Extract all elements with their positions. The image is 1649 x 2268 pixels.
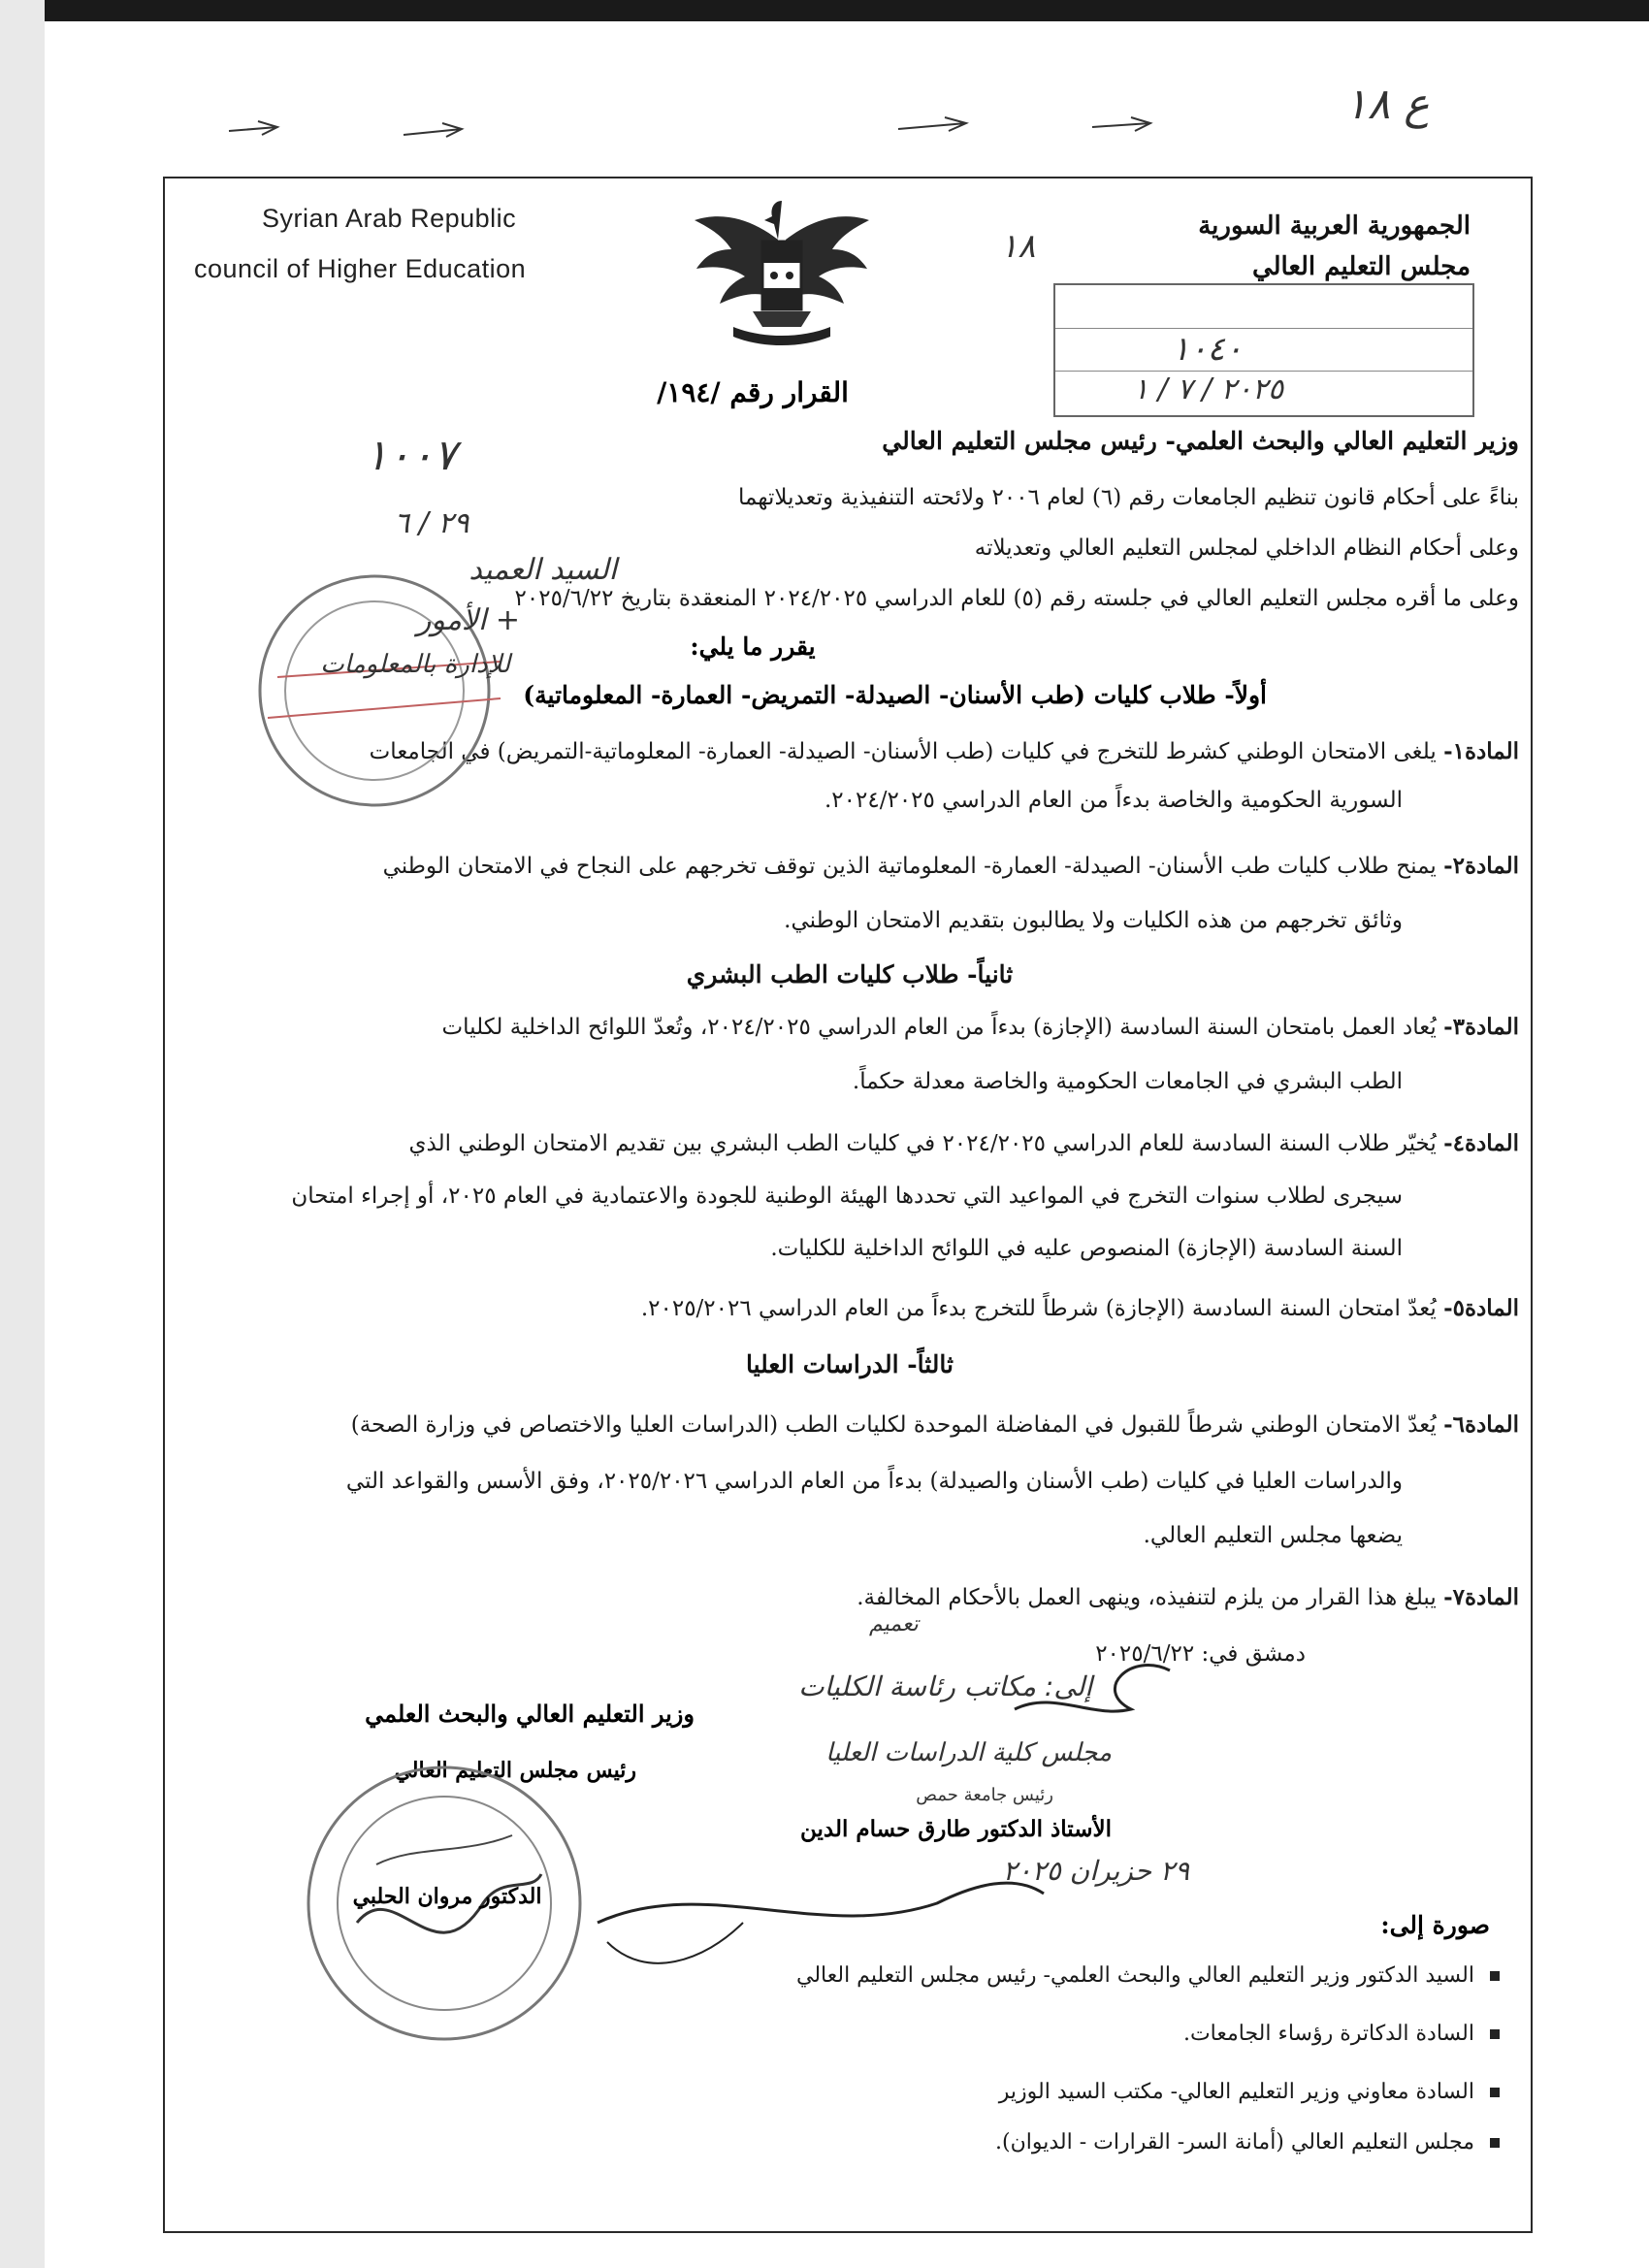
article-label: المادة٥- [1443,1295,1519,1321]
article-text: يبلغ هذا القرار من يلزم لتنفيذه، وينهى العمل بالأحكام المخالفة. [857,1585,1437,1610]
bullet-icon [1490,2088,1500,2097]
article-label: المادة٦- [1443,1411,1519,1438]
copy-item [433,2128,1500,2157]
decides-heading: يقرر ما يلي: [690,632,816,661]
registry-number: ١٠٤٠ [1172,330,1244,369]
article-6 [180,1410,1519,1440]
left-annotation-note: السيد العميد [469,553,617,587]
preamble-line: وعلى ما أقره مجلس التعليم العالي في جلسته رقم (٥) للعام الدراسي ٢٠٢٤/٢٠٢٥ المنعقدة بتاريخ ٢٠٢٥/٦/٢٢ [514,586,1519,611]
article-text: يُخيّر طلاب السنة السادسة للعام الدراسي ٢٠٢٤/٢٠٢٥ في كليات الطب البشري بين تقديم الامتحان الوطني الذي [408,1131,1437,1156]
copies-heading: صورة إلى: [1380,1911,1490,1939]
section-heading: ثالثاً- الدراسات العليا [745,1350,954,1378]
council-title: رئيس مجلس التعليم العالي [394,1758,636,1783]
header-ar-council: مجلس التعليم العالي [1251,252,1471,281]
article-label: المادة١- [1443,738,1519,764]
article-label: المادة٤- [1443,1130,1519,1156]
bullet-icon [1490,2029,1500,2039]
article-text: يُعدّ الامتحان الوطني شرطاً للقبول في المفاضلة الموحدة لكليات الطب (الدراسات العليا والاختصاص في وزارة الصحة) [350,1412,1437,1438]
article-text: يمنح طلاب كليات طب الأسنان- الصيدلة- العمارة- المعلوماتية الذين توقف تخرجهم على النجاح في الامتحان الوطني [382,854,1437,879]
copy-item-text: السادة معاوني وزير التعليم العالي- مكتب السيد الوزير [998,2080,1474,2104]
preamble-line: بناءً على أحكام قانون تنظيم الجامعات رقم (٦) لعام ٢٠٠٦ ولائحته التنفيذية وتعديلاتهما [738,485,1519,510]
decision-title: القرار رقم /١٩٤/ [657,376,849,408]
section-heading: ثانياً- طلاب كليات الطب البشري [686,960,1014,988]
copy-item-text: السادة الدكاترة رؤساء الجامعات. [1182,2022,1474,2046]
bullet-icon [1490,1971,1500,1981]
article-text: يُعاد العمل بامتحان السنة السادسة (الإجازة) بدءاً من العام الدراسي ٢٠٢٤/٢٠٢٥، وتُعدّ اللوائح الداخلية لكليات [441,1015,1437,1040]
bullet-icon [1490,2138,1500,2148]
article-text: يلغى الامتحان الوطني كشرط للتخرج في كليات (طب الأسنان- الصيدلة- العمارة- المعلوماتية-التمريض) في الجامعات [369,739,1437,764]
header-side-number: ١٨ [1000,227,1036,266]
university-president: رئيس جامعة حمص [916,1785,1053,1805]
signature-date: دمشق في: ٢٠٢٥/٦/٢٢ [1095,1641,1306,1667]
article-text: يُعدّ امتحان السنة السادسة (الإجازة) شرطاً للتخرج بدءاً من العام الدراسي ٢٠٢٥/٢٠٢٦. [640,1296,1437,1321]
article-5 [452,1294,1519,1323]
scan-edge-left [0,0,45,2268]
copy-item [433,2078,1500,2107]
top-handwritten-number: ع ١٨ [1344,80,1430,129]
article-1-cont: السورية الحكومية والخاصة بدءاً من العام الدراسي ٢٠٢٤/٢٠٢٥. [824,788,1403,813]
article-label: المادة٢- [1443,853,1519,879]
scan-edge-top [0,0,1649,21]
president-name: الأستاذ الدكتور طارق حسام الدين [800,1816,1112,1842]
copy-item-text: السيد الدكتور وزير التعليم العالي والبحث العلمي- رئيس مجلس التعليم العالي [796,1963,1474,1988]
circulate-note: تعميم [869,1612,919,1636]
syrian-eagle-emblem-icon [685,181,879,356]
article-3 [180,1013,1519,1042]
article-2-cont: وثائق تخرجهم من هذه الكليات ولا يطالبون بتقديم الامتحان الوطني. [784,908,1403,933]
forward-to-note: إلى: مكاتب رئاسة الكليات [798,1670,1092,1702]
left-annotation-number: ١٠٠٧ [365,431,457,480]
header-en-council: council of Higher Education [194,254,527,283]
article-4 [180,1129,1519,1158]
registry-stamp [1053,283,1474,417]
copy-item-text: مجلس التعليم العالي (أمانة السر- القرارات - الديوان). [995,2130,1474,2155]
article-7 [646,1583,1519,1612]
forward-line-2: مجلس كلية الدراسات العليا [825,1738,1112,1767]
section-heading: أولاً- طلاب كليات (طب الأسنان- الصيدلة- التمريض- العمارة- المعلوماتية) [523,681,1267,709]
article-4-cont: سيجرى لطلاب سنوات التخرج في المواعيد التي تحددها الهيئة الوطنية للجودة والاعتمادية في العام ٢٠٢٥، أو إجراء امتحان [291,1183,1403,1209]
registry-date: ٢٠٢٥ / ٧ / ١ [1133,373,1284,406]
article-4-cont: السنة السادسة (الإجازة) المنصوص عليه في اللوائح الداخلية للكليات. [770,1236,1403,1261]
header-en-country: Syrian Arab Republic [262,204,517,233]
left-annotation-date: ٢٩ / ٦ [394,506,469,540]
copy-item [433,1961,1500,1991]
minister-name: الدكتور مروان الحلبي [352,1884,542,1909]
article-label: المادة٧- [1443,1584,1519,1610]
preamble-line: وعلى أحكام النظام الداخلي لمجلس التعليم العالي وتعديلاته [974,535,1519,561]
article-6-cont: يضعها مجلس التعليم العالي. [1143,1523,1403,1548]
left-annotation-note: للإدارة بالمعلومات [320,650,510,679]
article-2 [180,852,1519,881]
copy-item [433,2020,1500,2049]
article-3-cont: الطب البشري في الجامعات الحكومية والخاصة معدلة حكماً. [852,1069,1403,1094]
decision-issuer: وزير التعليم العالي والبحث العلمي- رئيس مجلس التعليم العالي [882,427,1519,455]
left-annotation-note: + الأمور [416,603,520,637]
article-6-cont: والدراسات العليا في كليات (طب الأسنان والصيدلة) بدءاً من العام الدراسي ٢٠٢٥/٢٠٢٦، وفق الأسس والقواعد التي [345,1469,1403,1494]
faculty-stamp-icon [210,565,530,817]
document-page [45,21,1649,2268]
received-date: ٢٩ حزيران ٢٠٢٥ [1002,1855,1189,1887]
header-ar-country: الجمهورية العربية السورية [1198,211,1471,241]
minister-title: وزير التعليم العالي والبحث العلمي [365,1700,695,1728]
article-label: المادة٣- [1443,1014,1519,1040]
top-scratch-marks [219,113,1209,143]
signature-scribbles [588,1632,1209,2000]
